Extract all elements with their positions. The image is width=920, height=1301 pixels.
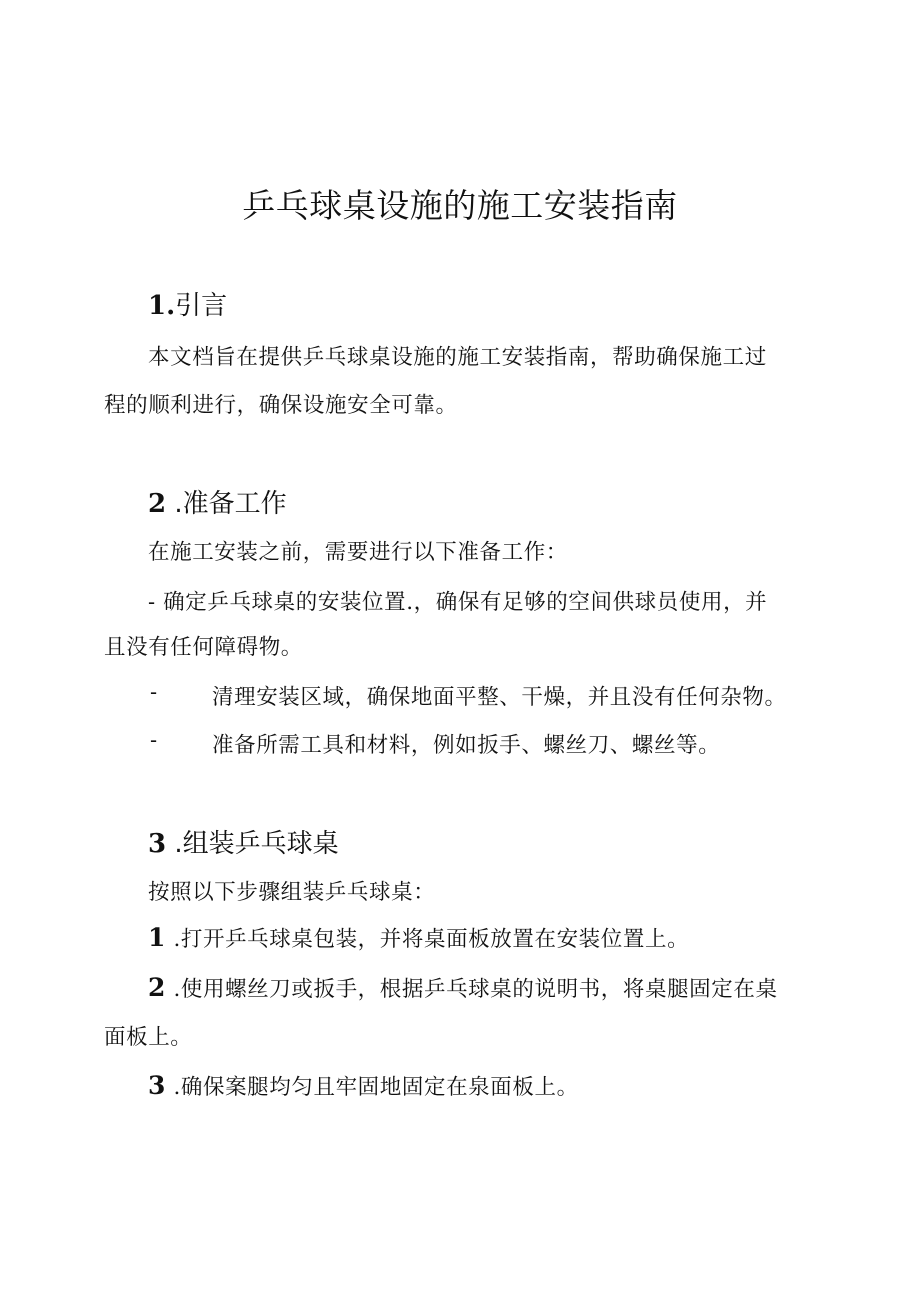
bullet-2-dash: -: [150, 680, 158, 704]
bullet-3-dash: -: [150, 728, 158, 752]
bullet-1-line-1: 确定乒乓球桌的安装位置.，确保有足够的空间供球员使用，并: [163, 590, 768, 615]
step-3-number: 3: [148, 1071, 166, 1100]
step-3-text: .确保案腿均匀且牢固地固定在泉面板上。: [173, 1075, 579, 1100]
step-2-line-1: .使用螺丝刀或扳手，根据乒乓球桌的说明书，将桌腿固定在桌: [173, 977, 778, 1002]
bullet-2-text: 清理安装区域，确保地面平整、干燥，并且没有任何杂物。: [212, 685, 787, 710]
bullet-dash: -: [148, 590, 156, 614]
section-2-intro: 在施工安装之前，需要进行以下准备工作：: [148, 540, 568, 565]
section-3-title: .组装乒乓球桌: [174, 829, 339, 859]
section-1-title: 引言: [175, 291, 228, 321]
section-1-number: 1.: [148, 291, 176, 321]
step-2: [148, 972, 778, 1003]
section-1-line-1: 本文档旨在提供乒乓球桌设施的施工安装指南，帮助确保施工过: [148, 345, 767, 370]
step-1-number: 1: [148, 923, 166, 952]
section-3-intro: 按照以下步骤组装乒乓球桌：: [148, 880, 436, 905]
section-2-title: .准备工作: [174, 489, 287, 519]
section-3-heading: [148, 823, 339, 860]
section-1-heading: [148, 285, 227, 322]
section-3-number: 3: [148, 829, 167, 859]
section-2-bullet-1: [148, 585, 767, 616]
step-2-line-2: 面板上。: [104, 1025, 193, 1050]
section-1-line-2: 程的顺利进行，确保设施安全可靠。: [104, 393, 458, 418]
bullet-1-line-2: 且没有任何障碍物。: [104, 635, 303, 660]
document-title: 乒乓球桌设施的施工安装指南: [242, 186, 678, 225]
bullet-3-text: 准备所需工具和材料，例如扳手、螺丝刀、螺丝等。: [212, 733, 721, 758]
step-1-text: .打开乒乓球桌包装，并将桌面板放置在安装位置上。: [173, 927, 690, 952]
step-3: [148, 1070, 579, 1101]
step-2-number: 2: [148, 973, 166, 1002]
step-1: [148, 922, 689, 953]
section-2-heading: [148, 483, 287, 520]
section-2-number: 2: [148, 489, 167, 519]
